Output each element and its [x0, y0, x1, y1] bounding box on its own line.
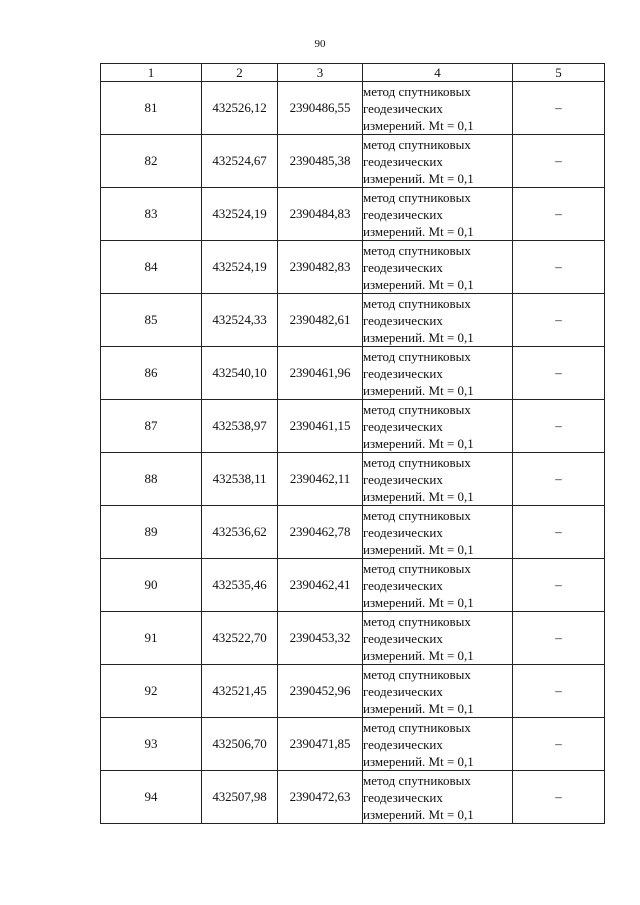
- table-row: [101, 559, 605, 612]
- point-number: 92: [101, 665, 202, 718]
- coordinate-x: 432506,70: [202, 718, 278, 771]
- point-number: 82: [101, 135, 202, 188]
- note-dash: –: [513, 665, 605, 718]
- coordinate-y: 2390462,78: [278, 506, 363, 559]
- method-line-3: измерений. Mt = 0,1: [363, 806, 474, 822]
- table-row: [101, 241, 605, 294]
- coordinate-x: 432524,19: [202, 188, 278, 241]
- method-line-1: метод спутниковых: [363, 242, 471, 258]
- note-dash: –: [513, 188, 605, 241]
- method-description: [363, 665, 513, 718]
- method-line-1: метод спутниковых: [363, 613, 471, 629]
- method-line-1: метод спутниковых: [363, 454, 471, 470]
- note-dash: –: [513, 718, 605, 771]
- coordinate-y: 2390461,96: [278, 347, 363, 400]
- table-row: [101, 400, 605, 453]
- point-number: 83: [101, 188, 202, 241]
- method-description: [363, 771, 513, 824]
- method-line-3: измерений. Mt = 0,1: [363, 488, 474, 504]
- method-description: [363, 241, 513, 294]
- method-line-3: измерений. Mt = 0,1: [363, 382, 474, 398]
- point-number: 93: [101, 718, 202, 771]
- point-number: 87: [101, 400, 202, 453]
- method-description: [363, 612, 513, 665]
- note-dash: –: [513, 400, 605, 453]
- method-description: [363, 294, 513, 347]
- note-dash: –: [513, 612, 605, 665]
- method-line-1: метод спутниковых: [363, 401, 471, 417]
- method-line-3: измерений. Mt = 0,1: [363, 753, 474, 769]
- coordinate-y: 2390461,15: [278, 400, 363, 453]
- method-description: [363, 188, 513, 241]
- method-line-1: метод спутниковых: [363, 719, 471, 735]
- method-line-1: метод спутниковых: [363, 772, 471, 788]
- method-description: [363, 506, 513, 559]
- method-line-3: измерений. Mt = 0,1: [363, 541, 474, 557]
- table-row: [101, 665, 605, 718]
- method-line-2: геодезических: [363, 153, 443, 169]
- point-number: 84: [101, 241, 202, 294]
- method-line-1: метод спутниковых: [363, 83, 471, 99]
- point-number: 86: [101, 347, 202, 400]
- column-header-5: 5: [513, 64, 605, 82]
- coordinate-y: 2390462,41: [278, 559, 363, 612]
- coordinate-x: 432536,62: [202, 506, 278, 559]
- coordinate-y: 2390453,32: [278, 612, 363, 665]
- method-description: [363, 135, 513, 188]
- coordinate-y: 2390485,38: [278, 135, 363, 188]
- point-number: 90: [101, 559, 202, 612]
- method-description: [363, 82, 513, 135]
- column-header-1: 1: [101, 64, 202, 82]
- note-dash: –: [513, 559, 605, 612]
- method-line-1: метод спутниковых: [363, 348, 471, 364]
- coordinates-table: [100, 63, 605, 824]
- note-dash: –: [513, 506, 605, 559]
- column-header-4: 4: [363, 64, 513, 82]
- method-line-3: измерений. Mt = 0,1: [363, 329, 474, 345]
- method-line-3: измерений. Mt = 0,1: [363, 170, 474, 186]
- coordinate-y: 2390472,63: [278, 771, 363, 824]
- method-description: [363, 718, 513, 771]
- coordinate-y: 2390462,11: [278, 453, 363, 506]
- method-line-1: метод спутниковых: [363, 136, 471, 152]
- table-header-row: [101, 64, 605, 82]
- point-number: 85: [101, 294, 202, 347]
- method-line-1: метод спутниковых: [363, 560, 471, 576]
- coordinate-x: 432535,46: [202, 559, 278, 612]
- method-line-2: геодезических: [363, 736, 443, 752]
- table-row: [101, 82, 605, 135]
- method-line-2: геодезических: [363, 630, 443, 646]
- method-line-2: геодезических: [363, 365, 443, 381]
- method-line-2: геодезических: [363, 789, 443, 805]
- method-line-2: геодезических: [363, 312, 443, 328]
- note-dash: –: [513, 294, 605, 347]
- method-line-3: измерений. Mt = 0,1: [363, 276, 474, 292]
- note-dash: –: [513, 771, 605, 824]
- table-row: [101, 135, 605, 188]
- table-row: [101, 188, 605, 241]
- coordinate-y: 2390471,85: [278, 718, 363, 771]
- table-row: [101, 771, 605, 824]
- table-row: [101, 347, 605, 400]
- coordinate-x: 432524,67: [202, 135, 278, 188]
- table-row: [101, 453, 605, 506]
- method-line-3: измерений. Mt = 0,1: [363, 117, 474, 133]
- coordinate-x: 432524,33: [202, 294, 278, 347]
- coordinate-y: 2390452,96: [278, 665, 363, 718]
- coordinate-y: 2390482,83: [278, 241, 363, 294]
- method-line-2: геодезических: [363, 471, 443, 487]
- note-dash: –: [513, 135, 605, 188]
- page-number: 90: [314, 38, 326, 50]
- table-row: [101, 612, 605, 665]
- point-number: 94: [101, 771, 202, 824]
- method-line-2: геодезических: [363, 418, 443, 434]
- method-line-3: измерений. Mt = 0,1: [363, 594, 474, 610]
- method-line-2: геодезических: [363, 577, 443, 593]
- coordinate-x: 432538,97: [202, 400, 278, 453]
- table-row: [101, 506, 605, 559]
- column-header-3: 3: [278, 64, 363, 82]
- coordinate-x: 432526,12: [202, 82, 278, 135]
- coordinate-x: 432524,19: [202, 241, 278, 294]
- method-line-2: геодезических: [363, 683, 443, 699]
- method-line-2: геодезических: [363, 100, 443, 116]
- method-line-2: геодезических: [363, 206, 443, 222]
- method-line-3: измерений. Mt = 0,1: [363, 700, 474, 716]
- method-description: [363, 347, 513, 400]
- coordinate-y: 2390482,61: [278, 294, 363, 347]
- column-header-2: 2: [202, 64, 278, 82]
- coordinate-x: 432521,45: [202, 665, 278, 718]
- coordinate-x: 432540,10: [202, 347, 278, 400]
- point-number: 91: [101, 612, 202, 665]
- method-description: [363, 559, 513, 612]
- method-line-2: геодезических: [363, 524, 443, 540]
- method-line-3: измерений. Mt = 0,1: [363, 223, 474, 239]
- method-line-1: метод спутниковых: [363, 189, 471, 205]
- note-dash: –: [513, 82, 605, 135]
- method-line-1: метод спутниковых: [363, 666, 471, 682]
- coordinate-y: 2390484,83: [278, 188, 363, 241]
- coordinate-x: 432522,70: [202, 612, 278, 665]
- method-line-1: метод спутниковых: [363, 295, 471, 311]
- coordinate-x: 432507,98: [202, 771, 278, 824]
- point-number: 88: [101, 453, 202, 506]
- point-number: 81: [101, 82, 202, 135]
- method-line-1: метод спутниковых: [363, 507, 471, 523]
- note-dash: –: [513, 453, 605, 506]
- note-dash: –: [513, 347, 605, 400]
- method-line-2: геодезических: [363, 259, 443, 275]
- method-description: [363, 453, 513, 506]
- point-number: 89: [101, 506, 202, 559]
- table-row: [101, 718, 605, 771]
- method-line-3: измерений. Mt = 0,1: [363, 647, 474, 663]
- method-description: [363, 400, 513, 453]
- method-line-3: измерений. Mt = 0,1: [363, 435, 474, 451]
- note-dash: –: [513, 241, 605, 294]
- table-row: [101, 294, 605, 347]
- coordinate-y: 2390486,55: [278, 82, 363, 135]
- coordinate-x: 432538,11: [202, 453, 278, 506]
